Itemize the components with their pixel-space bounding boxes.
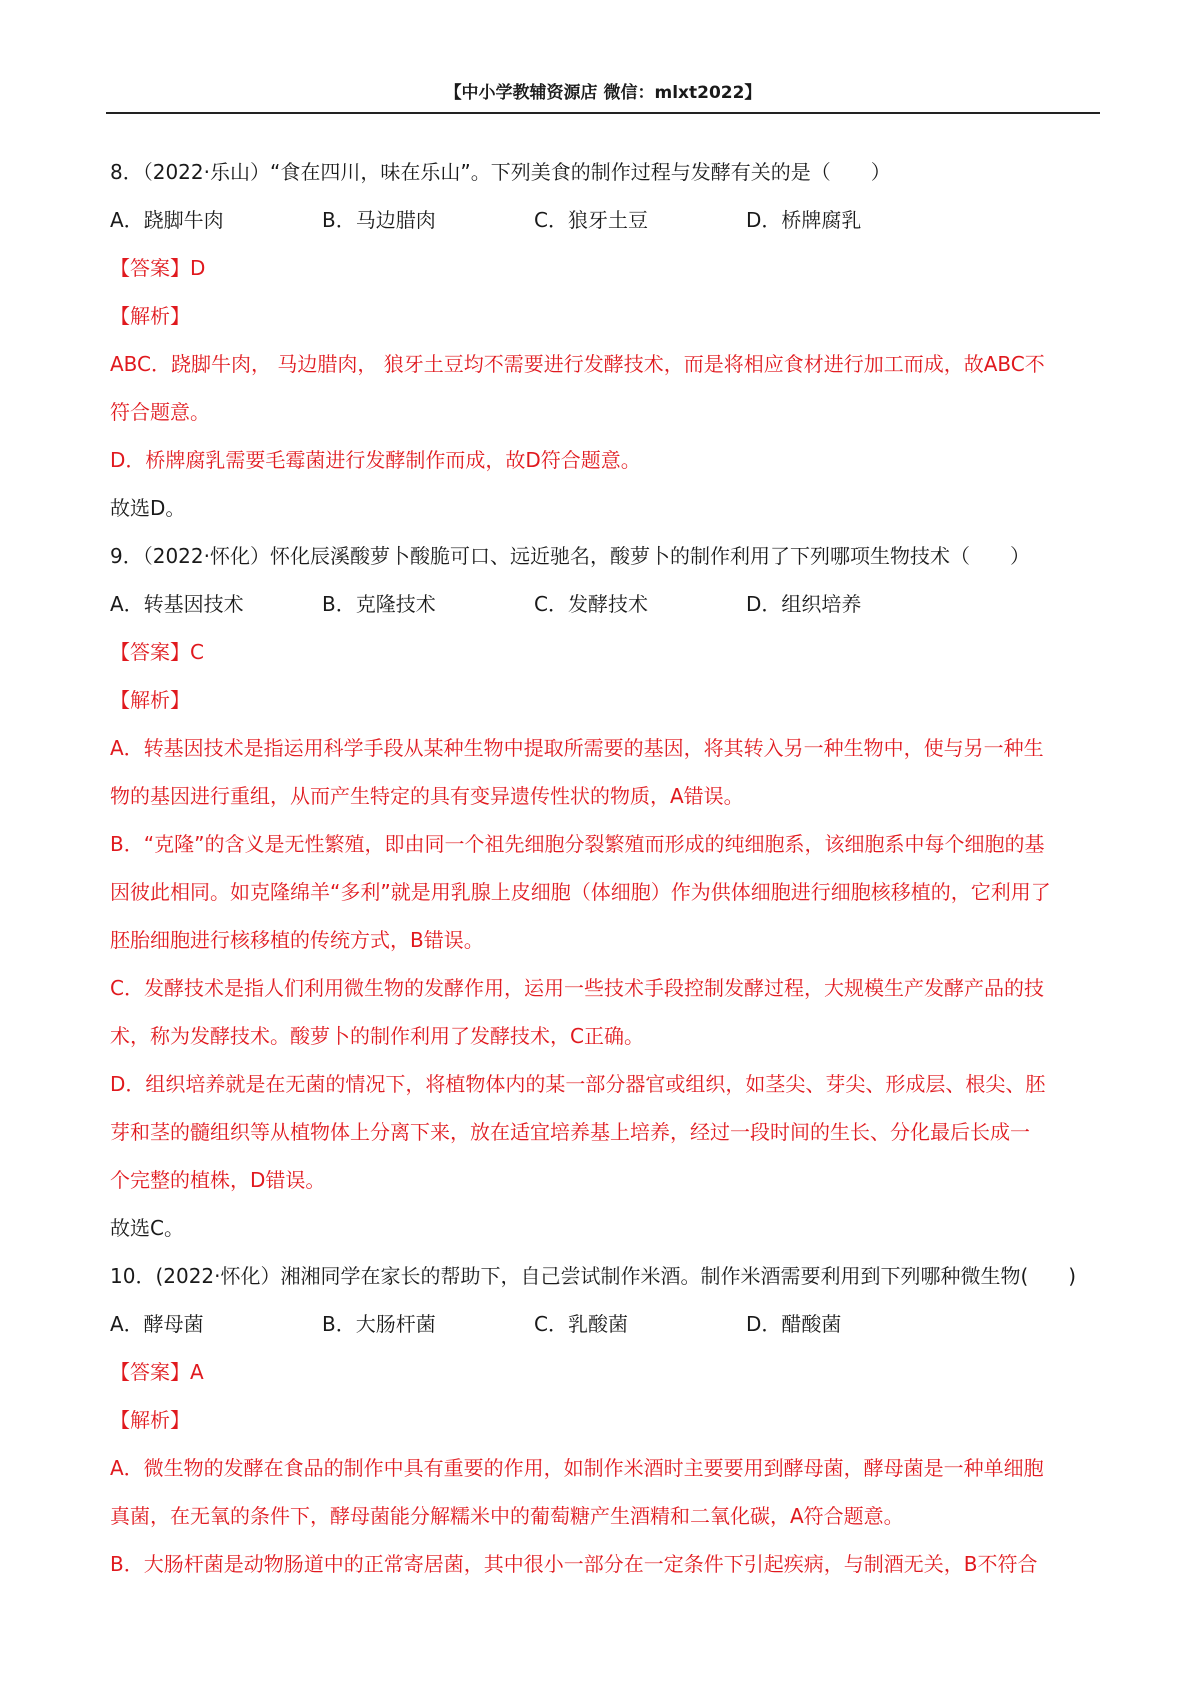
- analysis-line: 物的基因进行重组，从而产生特定的具有变异遗传性状的物质，A错误。: [110, 784, 744, 808]
- option-c: C．乳酸菌: [534, 1312, 628, 1336]
- analysis-line: D．桥牌腐乳需要毛霉菌进行发酵制作而成，故D符合题意。: [110, 448, 641, 472]
- question-9-stem: 9．（2022·怀化）怀化辰溪酸萝卜酸脆可口、远近驰名，酸萝卜的制作利用了下列哪项生物技术（ ）: [110, 544, 1030, 568]
- analysis-line: 术，称为发酵技术。酸萝卜的制作利用了发酵技术，C正确。: [110, 1024, 644, 1048]
- option-b: B．马边腊肉: [322, 208, 436, 232]
- question-8-analysis-label: 【解析】: [110, 304, 190, 328]
- question-8-stem: 8．（2022·乐山）“食在四川，味在乐山”。下列美食的制作过程与发酵有关的是（ ）: [110, 160, 891, 184]
- analysis-line: C．发酵技术是指人们利用微生物的发酵作用，运用一些技术手段控制发酵过程，大规模生产发酵产品的技: [110, 976, 1044, 1000]
- analysis-line: 胚胎细胞进行核移植的传统方式，B错误。: [110, 928, 484, 952]
- option-d: D．组织培养: [746, 592, 862, 616]
- analysis-line: 因彼此相同。如克隆绵羊“多利”就是用乳腺上皮细胞（体细胞）作为供体细胞进行细胞核移植的，它利用了: [110, 880, 1051, 904]
- analysis-line: D．组织培养就是在无菌的情况下，将植物体内的某一部分器官或组织，如茎尖、芽尖、形成层、根尖、胚: [110, 1072, 1046, 1096]
- question-8-options: [110, 196, 1100, 244]
- option-c: C．发酵技术: [534, 592, 648, 616]
- option-d: D．桥牌腐乳: [746, 208, 862, 232]
- question-9-analysis-label: 【解析】: [110, 688, 190, 712]
- question-10-answer: 【答案】A: [110, 1360, 204, 1384]
- analysis-line: 个完整的植株，D错误。: [110, 1168, 326, 1192]
- question-9-conclusion: 故选C。: [110, 1216, 184, 1240]
- question-10-options: [110, 1300, 1100, 1348]
- option-a: A．跷脚牛肉: [110, 208, 224, 232]
- question-8-conclusion: 故选D。: [110, 496, 186, 520]
- analysis-line: 符合题意。: [110, 400, 210, 424]
- option-b: B．克隆技术: [322, 592, 436, 616]
- analysis-line: 芽和茎的髓组织等从植物体上分离下来，放在适宜培养基上培养，经过一段时间的生长、分化最后长成一: [110, 1120, 1030, 1144]
- question-10-stem: 10．(2022·怀化）湘湘同学在家长的帮助下，自己尝试制作米酒。制作米酒需要利用到下列哪种微生物( ): [110, 1264, 1077, 1288]
- page-header: 【中小学教辅资源店 微信：mlxt2022】: [106, 78, 1100, 114]
- question-8-answer: 【答案】D: [110, 256, 206, 280]
- analysis-line: A．转基因技术是指运用科学手段从某种生物中提取所需要的基因，将其转入另一种生物中，使与另一种生: [110, 736, 1044, 760]
- option-d: D．醋酸菌: [746, 1312, 842, 1336]
- analysis-line: ABC．跷脚牛肉， 马边腊肉， 狼牙土豆均不需要进行发酵技术，而是将相应食材进行加工而成，故ABC不: [110, 352, 1045, 376]
- question-10-analysis-label: 【解析】: [110, 1408, 190, 1432]
- option-c: C．狼牙土豆: [534, 208, 648, 232]
- analysis-line: B．“克隆”的含义是无性繁殖，即由同一个祖先细胞分裂繁殖而形成的纯细胞系，该细胞系中每个细胞的基: [110, 832, 1045, 856]
- question-9-answer: 【答案】C: [110, 640, 204, 664]
- option-a: A．转基因技术: [110, 592, 244, 616]
- analysis-line: 真菌，在无氧的条件下，酵母菌能分解糯米中的葡萄糖产生酒精和二氧化碳，A符合题意。: [110, 1504, 904, 1528]
- document-body: [110, 148, 1100, 1588]
- analysis-line: A．微生物的发酵在食品的制作中具有重要的作用，如制作米酒时主要要用到酵母菌，酵母菌是一种单细胞: [110, 1456, 1044, 1480]
- question-9-options: [110, 580, 1100, 628]
- option-a: A．酵母菌: [110, 1312, 204, 1336]
- analysis-line: B．大肠杆菌是动物肠道中的正常寄居菌，其中很小一部分在一定条件下引起疾病，与制酒无关，B不符合: [110, 1552, 1038, 1576]
- option-b: B．大肠杆菌: [322, 1312, 436, 1336]
